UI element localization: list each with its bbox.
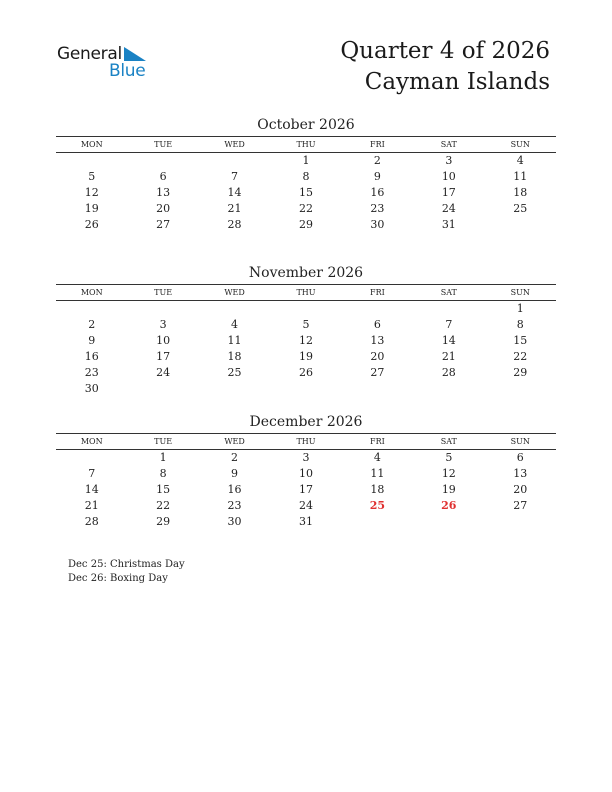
day-cell [127,153,198,169]
day-cell: 20 [513,483,528,496]
day-cell [127,301,198,317]
day-cell: 20 [156,202,171,215]
day-cell: 6 [373,318,381,331]
month-november [56,264,556,397]
weekday-label: SAT [440,437,457,446]
day-cell: 6 [159,170,167,183]
day-cell [413,381,484,397]
holiday-day-cell: 26 [441,499,457,512]
logo-word-general: General [57,44,122,64]
day-cell: 21 [84,499,99,512]
weekday-label: TUE [154,437,173,446]
day-cell: 30 [370,218,385,231]
weekday-label: THU [296,140,316,149]
day-cell: 14 [227,186,242,199]
day-cell: 9 [373,170,381,183]
day-cell: 17 [156,350,171,363]
month-october [56,116,556,233]
day-cell: 16 [84,350,99,363]
week-row [56,201,556,217]
day-cell: 11 [227,334,242,347]
day-cell: 3 [159,318,167,331]
day-cell: 12 [84,186,99,199]
week-row [56,450,556,466]
page-title [340,36,550,98]
week-row [56,217,556,233]
title-quarter: Quarter 4 of 2026 [340,38,550,64]
day-cell: 22 [513,350,528,363]
weekday-header [56,137,556,153]
holiday-day-cell: 25 [369,499,386,512]
day-cell: 2 [231,451,239,464]
week-row [56,466,556,482]
day-cell: 31 [441,218,456,231]
day-cell [485,381,556,397]
day-cell: 7 [88,467,96,480]
day-cell: 21 [227,202,242,215]
weekday-label: WED [224,437,245,446]
day-cell: 5 [445,451,453,464]
day-cell [56,301,127,317]
day-cell: 24 [298,499,313,512]
day-cell: 15 [298,186,313,199]
weekday-label: FRI [370,437,385,446]
week-row [56,153,556,169]
week-row [56,498,556,514]
day-cell: 23 [227,499,242,512]
week-row [56,301,556,317]
day-cell: 26 [84,218,99,231]
day-cell: 30 [84,382,99,395]
week-row [56,482,556,498]
day-cell: 28 [84,515,99,528]
week-row [56,185,556,201]
calendar-grid [56,136,556,233]
day-cell: 23 [84,366,99,379]
weekday-label: MON [80,288,103,297]
day-cell: 14 [441,334,456,347]
day-cell: 25 [227,366,242,379]
day-cell: 16 [370,186,385,199]
day-cell: 22 [298,202,313,215]
month-december [56,413,556,530]
day-cell: 18 [227,350,242,363]
day-cell [485,217,556,233]
day-cell [199,381,270,397]
weekday-header [56,434,556,450]
logo-word-blue: Blue [109,61,146,81]
week-row [56,169,556,185]
day-cell: 26 [298,366,313,379]
day-cell [199,153,270,169]
day-cell: 30 [227,515,242,528]
day-cell: 22 [156,499,171,512]
day-cell: 7 [231,170,239,183]
day-cell: 27 [156,218,171,231]
day-cell: 10 [156,334,171,347]
day-cell [342,301,413,317]
holiday-notes [68,558,185,586]
title-country: Cayman Islands [364,69,550,95]
day-cell: 14 [84,483,99,496]
weekday-label: MON [80,140,103,149]
calendar-grid [56,433,556,530]
day-cell: 20 [370,350,385,363]
day-cell: 25 [513,202,528,215]
day-cell: 4 [231,318,239,331]
day-cell [413,514,484,530]
day-cell: 12 [298,334,313,347]
day-cell: 11 [370,467,385,480]
day-cell: 3 [445,154,453,167]
day-cell: 28 [441,366,456,379]
month-title: November 2026 [248,265,364,281]
day-cell [342,381,413,397]
generalblue-logo [57,42,157,82]
day-cell [485,514,556,530]
weekday-label: WED [224,140,245,149]
weekday-label: MON [80,437,103,446]
day-cell: 29 [513,366,528,379]
day-cell: 23 [370,202,385,215]
day-cell: 18 [513,186,528,199]
weekday-header [56,285,556,301]
day-cell: 19 [84,202,99,215]
day-cell: 18 [370,483,385,496]
day-cell [127,381,198,397]
day-cell: 8 [302,170,310,183]
day-cell: 24 [156,366,171,379]
weekday-label: TUE [154,288,173,297]
logo-triangle-icon [124,47,146,61]
day-cell: 4 [373,451,381,464]
day-cell: 9 [88,334,96,347]
week-row [56,317,556,333]
day-cell: 5 [88,170,96,183]
weekday-label: THU [296,437,316,446]
day-cell: 10 [298,467,313,480]
day-cell [56,450,127,466]
day-cell: 1 [516,302,524,315]
week-row [56,381,556,397]
week-row [56,365,556,381]
week-row [56,349,556,365]
day-cell: 1 [302,154,310,167]
holiday-note: Dec 26: Boxing Day [68,573,168,584]
weekday-label: WED [224,288,245,297]
day-cell: 27 [370,366,385,379]
day-cell: 3 [302,451,310,464]
day-cell: 31 [298,515,313,528]
day-cell: 24 [441,202,456,215]
day-cell: 13 [513,467,528,480]
weekday-label: SAT [440,140,457,149]
day-cell: 27 [513,499,528,512]
day-cell: 2 [88,318,96,331]
weekday-label: SAT [440,288,457,297]
day-cell: 11 [513,170,528,183]
day-cell: 8 [516,318,524,331]
day-cell: 13 [370,334,385,347]
day-cell: 6 [516,451,524,464]
day-cell [199,301,270,317]
day-cell: 19 [298,350,313,363]
calendar-grid [56,284,556,397]
weekday-label: TUE [154,140,173,149]
day-cell: 8 [159,467,167,480]
day-cell: 15 [156,483,171,496]
weekday-label: SUN [510,288,530,297]
month-title: October 2026 [257,117,355,133]
month-title: December 2026 [249,414,363,430]
day-cell: 16 [227,483,242,496]
weekday-label: FRI [370,140,385,149]
day-cell [413,301,484,317]
day-cell: 10 [441,170,456,183]
weekday-label: SUN [510,140,530,149]
day-cell: 19 [441,483,456,496]
day-cell [56,153,127,169]
week-row [56,333,556,349]
day-cell: 28 [227,218,242,231]
day-cell: 29 [298,218,313,231]
day-cell: 29 [156,515,171,528]
day-cell [342,514,413,530]
weekday-label: THU [296,288,316,297]
day-cell: 12 [441,467,456,480]
day-cell: 21 [441,350,456,363]
day-cell: 5 [302,318,310,331]
day-cell: 13 [156,186,171,199]
day-cell: 7 [445,318,453,331]
day-cell [270,301,341,317]
day-cell: 17 [298,483,313,496]
day-cell [270,381,341,397]
weekday-label: FRI [370,288,385,297]
day-cell: 17 [441,186,456,199]
week-row [56,514,556,530]
day-cell: 9 [231,467,239,480]
weekday-label: SUN [510,437,530,446]
day-cell: 2 [373,154,381,167]
day-cell: 15 [513,334,528,347]
day-cell: 4 [516,154,524,167]
day-cell: 1 [159,451,167,464]
holiday-note: Dec 25: Christmas Day [68,559,185,570]
